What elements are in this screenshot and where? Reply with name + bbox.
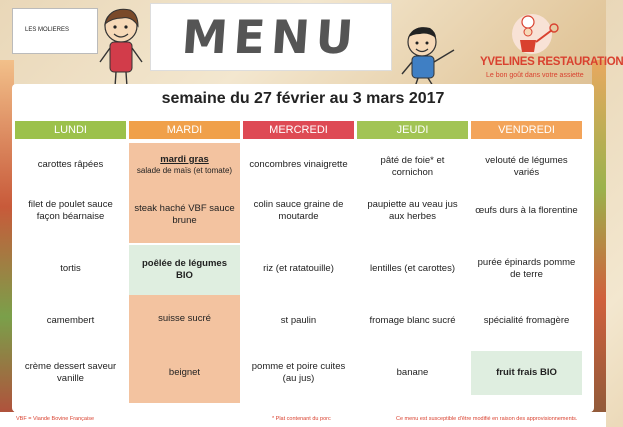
menu-item: œufs durs à la florentine [475,204,578,216]
menu-item: pomme et poire cuites (au jus) [251,360,346,384]
page-title: MENU [180,10,362,64]
menu-item: lentilles (et carottes) [369,262,455,274]
menu-item: suisse sucré [129,295,240,343]
menu-item-bio: poêlée de légumes BIO [129,245,240,295]
menu-item: filet de poulet sauce façon béarnaise [28,198,113,222]
menu-item: paupiette au veau jus aux herbes [367,198,458,222]
chef-logo-icon [498,10,568,56]
column-jeudi [357,121,468,378]
menu-item-title: mardi gras [160,153,209,165]
menu-item: concombres vinaigrette [249,158,348,170]
yvelines-restauration-logo [472,10,623,90]
logo-tagline: Le bon goût dans votre assiette [486,72,584,79]
school-name: LES MOLIERES [25,27,70,33]
menu-item: carottes râpées [37,158,104,170]
fruit-decoration-right [592,60,606,427]
menu-item: pâté de foie* et cornichon [380,154,445,178]
menu-item: riz (et ratatouille) [263,262,334,274]
menu-item: tortis [60,262,81,274]
menu-item: banane [396,366,429,378]
menu-item: purée épinards pomme de terre [477,256,576,280]
menu-item: spécialité fromagère [483,314,570,326]
column-mardi [129,121,240,378]
column-lundi [15,121,126,384]
menu-panel [12,84,594,412]
footer-note-porc: * Plat contenant du porc [272,416,331,422]
menu-item: st paulin [280,314,317,326]
menu-item: steak haché VBF sauce brune [129,187,240,243]
menu-item: fromage blanc sucré [369,314,456,326]
menu-item: velouté de légumes variés [485,154,568,178]
column-vendredi [471,121,582,378]
day-header-lundi: LUNDI [15,121,126,139]
day-header-jeudi: JEUDI [357,121,468,139]
footer-note-modification: Ce menu est susceptible d'être modifié en raison des approvisionnements. [396,416,578,422]
week-heading: semaine du 27 février au 3 mars 2017 [161,90,445,107]
menu-item-bio: fruit frais BIO [471,351,582,395]
day-header-mardi: MARDI [129,121,240,139]
menu-item-mardi-gras [129,143,240,187]
logo-name: YVELINES RESTAURATION [480,56,623,68]
menu-item: colin sauce graine de moutarde [253,198,344,222]
menu-item: beignet [129,343,240,403]
day-header-mercredi: MERCREDI [243,121,354,139]
school-name-box [12,8,98,54]
menu-item: camembert [46,314,95,326]
footer [0,412,606,427]
day-header-vendredi: VENDREDI [471,121,582,139]
column-mercredi [243,121,354,384]
menu-item: salade de maïs (et tomate) [136,165,233,175]
title-box [150,3,392,71]
footer-note-vbf: VBF = Viande Bovine Française [16,416,95,422]
menu-item: crème dessert saveur vanille [24,360,117,384]
